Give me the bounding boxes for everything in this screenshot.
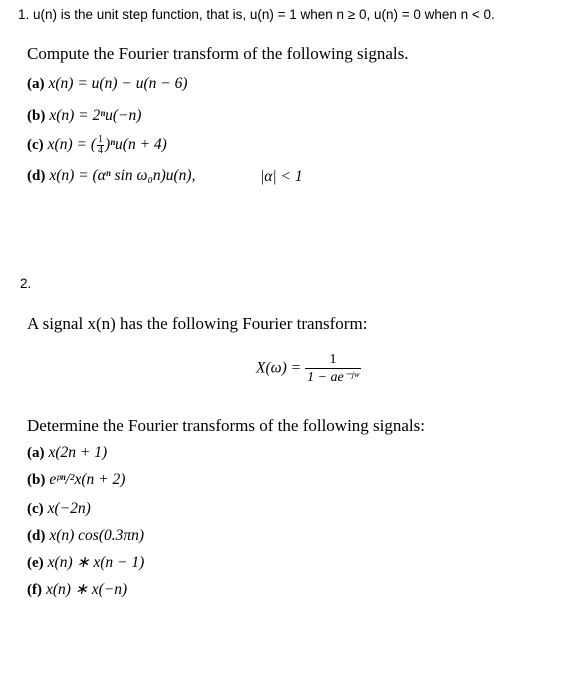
item-label: (d) (27, 528, 46, 544)
item-expression: x(n) = (αⁿ sin ω₀n)u(n), (49, 167, 196, 184)
problem-1-item-d (27, 167, 195, 185)
fraction-numerator: 1 (305, 351, 361, 369)
item-expression: x(n) ∗ x(n − 1) (47, 554, 145, 571)
item-label: (e) (27, 555, 44, 571)
item-expression: x(n) = u(n) − u(n − 6) (48, 75, 188, 92)
problem-2-item-f (27, 580, 127, 599)
item-label: (b) (27, 472, 46, 488)
item-label: (c) (27, 137, 44, 154)
problem-1-item-c (27, 135, 167, 156)
item-label: (a) (27, 445, 45, 461)
problem-1-item-d-condition: |α| < 1 (260, 168, 303, 185)
problem-2-number: 2. (20, 276, 32, 291)
item-label: (f) (27, 582, 42, 598)
problem-2-item-b (27, 471, 125, 489)
problem-2-item-c (27, 500, 91, 518)
item-label: (a) (27, 76, 45, 92)
item-label: (b) (27, 108, 46, 124)
item-expression: x(−2n) (47, 500, 91, 517)
fraction-denominator: 1 − ae⁻ʲʷ (307, 370, 359, 385)
item-expression-start: x(n) = ( (47, 136, 96, 154)
fraction-denominator: 4 (97, 145, 103, 156)
item-expression: x(2n + 1) (48, 444, 108, 461)
equation-fraction (305, 351, 361, 386)
item-expression: eᵖⁿ/²x(n + 2) (49, 471, 126, 488)
fourier-transform-equation (256, 351, 361, 386)
problem-2-item-e (27, 553, 144, 572)
problem-2-item-d (27, 527, 144, 545)
problem-1-intro: 1. u(n) is the unit step function, that is, u(n) = 1 when n ≥ 0, u(n) = 0 when n < 0. (18, 7, 495, 22)
item-expression: x(n) = 2ⁿu(−n) (49, 107, 142, 124)
item-expression-end: )ⁿu(n + 4) (104, 136, 167, 154)
problem-1-item-b (27, 107, 141, 125)
equation-lhs: X(ω) = (256, 359, 302, 377)
problem-2-item-a (27, 444, 107, 462)
item-expression: x(n) ∗ x(−n) (46, 581, 128, 598)
fraction (97, 135, 104, 156)
fraction-numerator: 1 (97, 134, 103, 145)
problem-1-item-a (27, 75, 187, 93)
item-label: (d) (27, 168, 46, 184)
item-expression: x(n) cos(0.3πn) (49, 527, 145, 544)
item-label: (c) (27, 501, 44, 517)
problem-2-heading: A signal x(n) has the following Fourier transform: (27, 314, 368, 333)
problem-1-heading: Compute the Fourier transform of the following signals. (27, 44, 409, 63)
problem-2-sub-heading: Determine the Fourier transforms of the following signals: (27, 416, 425, 435)
